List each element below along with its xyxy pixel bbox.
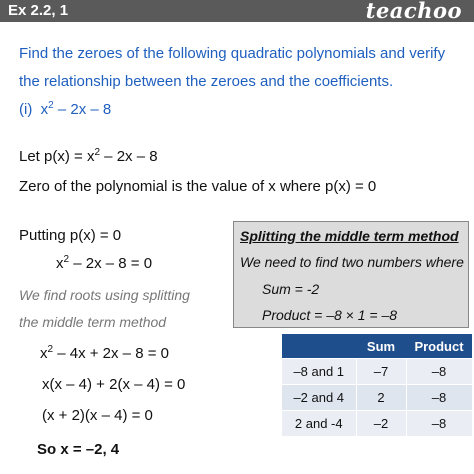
question-line-2: the relationship between the zeroes and the coefficients.: [19, 73, 394, 90]
eq1-pre: x: [56, 255, 64, 272]
table-cell-sum: 2: [356, 385, 406, 411]
method-box-line-1: We need to find two numbers where: [240, 254, 464, 270]
table-header-sum: Sum: [356, 334, 406, 359]
table-header-row: [282, 334, 472, 359]
let-statement: [19, 148, 158, 165]
method-box-product: Product = –8 × 1 = –8: [262, 307, 398, 323]
method-box-title: Splitting the middle term method: [240, 228, 459, 244]
method-box: [233, 221, 469, 328]
table-row: [282, 411, 472, 437]
method-note-1: We find roots using splitting: [19, 287, 190, 303]
equation-2: [40, 345, 169, 362]
table-header-pair: [282, 334, 356, 359]
let-post: – 2x – 8: [100, 148, 158, 165]
putting-statement: Putting p(x) = 0: [19, 227, 122, 244]
exercise-label: Ex 2.2, 1: [8, 2, 69, 19]
let-pre: Let p(x) = x: [19, 148, 95, 165]
part-expr-exponent: 2: [48, 100, 54, 111]
table-cell-product: –8: [406, 411, 472, 437]
eq2-post: – 4x + 2x – 8 = 0: [53, 345, 169, 362]
part-label: (i): [19, 101, 33, 118]
method-box-sum: Sum = -2: [262, 281, 320, 297]
table-row: [282, 359, 472, 385]
question-line-1: Find the zeroes of the following quadratic polynomials and verify: [19, 45, 446, 62]
question-part: [19, 101, 111, 118]
equation-3: x(x – 4) + 2(x – 4) = 0: [42, 376, 186, 393]
part-expr-rest: – 2x – 8: [53, 101, 112, 118]
table-cell-pair: 2 and -4: [282, 411, 356, 437]
table-row: [282, 385, 472, 411]
table-cell-sum: –7: [356, 359, 406, 385]
table-cell-product: –8: [406, 385, 472, 411]
table-header-product: Product: [406, 334, 472, 359]
table-cell-sum: –2: [356, 411, 406, 437]
zero-definition: Zero of the polynomial is the value of x where p(x) = 0: [19, 178, 377, 195]
part-expr-base: x: [40, 101, 49, 118]
sum-product-table: [282, 334, 473, 436]
table-cell-pair: –8 and 1: [282, 359, 356, 385]
let-exponent: 2: [94, 147, 101, 158]
eq2-exponent: 2: [47, 344, 54, 355]
equation-1: [56, 255, 152, 272]
eq1-exponent: 2: [63, 254, 70, 265]
equation-4: (x + 2)(x – 4) = 0: [42, 407, 153, 424]
method-note-2: the middle term method: [19, 314, 167, 330]
eq2-pre: x: [40, 345, 48, 362]
teachoo-logo: teachoo: [365, 0, 462, 23]
eq1-post: – 2x – 8 = 0: [69, 255, 153, 272]
table-cell-pair: –2 and 4: [282, 385, 356, 411]
final-answer: So x = –2, 4: [37, 441, 120, 458]
table-cell-product: –8: [406, 359, 472, 385]
